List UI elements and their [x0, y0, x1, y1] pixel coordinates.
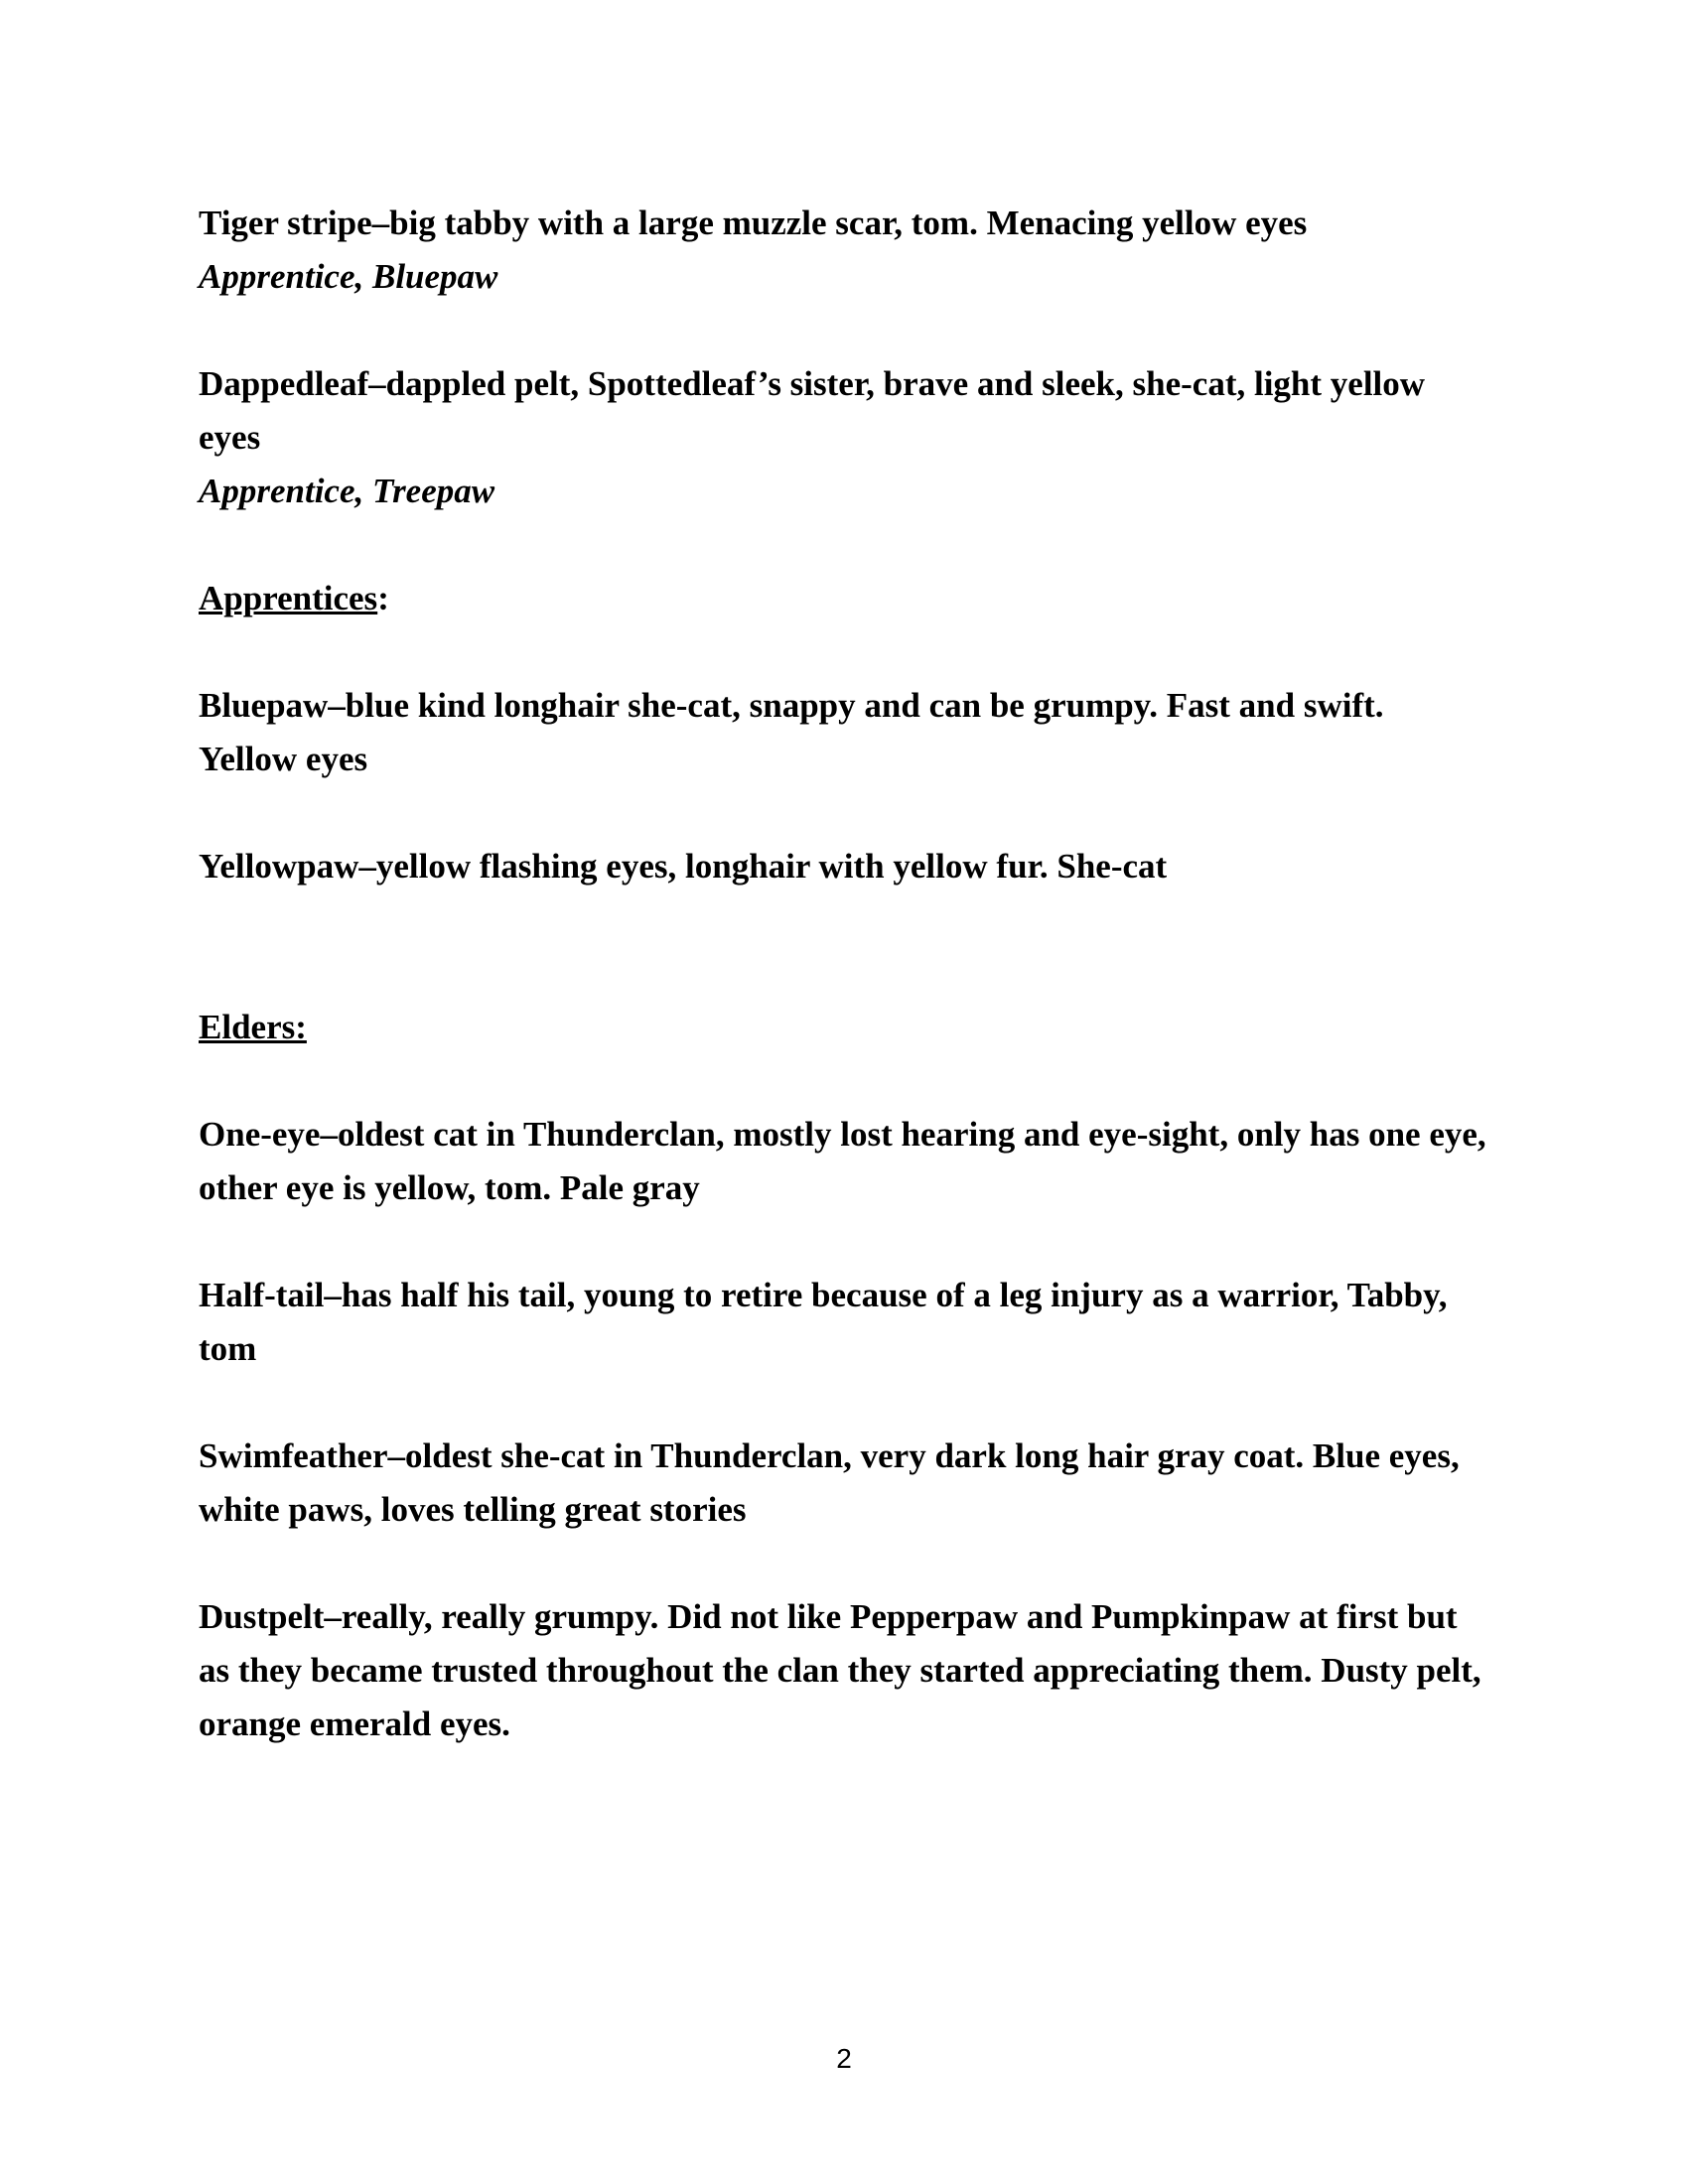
elders-heading: Elders:	[199, 1008, 307, 1046]
elder-entry-one-eye	[199, 1108, 1489, 1215]
spacer	[199, 1215, 1489, 1269]
page-content	[199, 197, 1489, 1751]
apprentice-entry-yellowpaw	[199, 840, 1489, 893]
elder-description: Half-tail–has half his tail, young to retire because of a leg injury as a warrior, Tabby, tom	[199, 1276, 1448, 1368]
spacer	[199, 1054, 1489, 1108]
apprentices-heading-colon: :	[377, 579, 389, 617]
elder-entry-half-tail	[199, 1269, 1489, 1376]
spacer	[199, 518, 1489, 572]
warrior-description: Dappedleaf–dappled pelt, Spottedleaf’s sister, brave and sleek, she-cat, light yellow eyes	[199, 364, 1426, 457]
elder-entry-dustpelt	[199, 1590, 1489, 1751]
elder-description: One-eye–oldest cat in Thunderclan, mostly lost hearing and eye-sight, only has one eye, other eye is yellow, tom. Pale gray	[199, 1115, 1486, 1207]
page-number: 2	[836, 2043, 852, 2074]
spacer	[199, 1537, 1489, 1590]
warrior-description: Tiger stripe–big tabby with a large muzzle scar, tom. Menacing yellow eyes	[199, 204, 1308, 242]
apprentices-heading-text: Apprentices	[199, 579, 378, 617]
warrior-entry-dappedleaf	[199, 357, 1489, 518]
spacer	[199, 1376, 1489, 1430]
apprentice-description: Yellowpaw–yellow flashing eyes, longhair with yellow fur. She-cat	[199, 847, 1168, 886]
apprentice-entry-bluepaw	[199, 679, 1489, 786]
spacer	[199, 786, 1489, 840]
elder-description: Dustpelt–really, really grumpy. Did not like Pepperpaw and Pumpkinpaw at first but as they became trusted throughout the clan they started appreciating them. Dusty pelt, orange emerald eyes.	[199, 1597, 1481, 1743]
warrior-apprentice-note: Apprentice, Bluepaw	[199, 257, 498, 296]
apprentices-heading	[199, 572, 1489, 625]
apprentice-description: Bluepaw–blue kind longhair she-cat, snappy and can be grumpy. Fast and swift. Yellow eyes	[199, 686, 1384, 778]
elder-entry-swimfeather	[199, 1430, 1489, 1537]
spacer	[199, 893, 1489, 1001]
elder-description: Swimfeather–oldest she-cat in Thunderclan, very dark long hair gray coat. Blue eyes, white paws, loves telling great stories	[199, 1436, 1460, 1529]
spacer	[199, 625, 1489, 679]
warrior-apprentice-note: Apprentice, Treepaw	[199, 472, 495, 510]
warrior-entry-tiger-stripe	[199, 197, 1489, 304]
spacer	[199, 304, 1489, 357]
